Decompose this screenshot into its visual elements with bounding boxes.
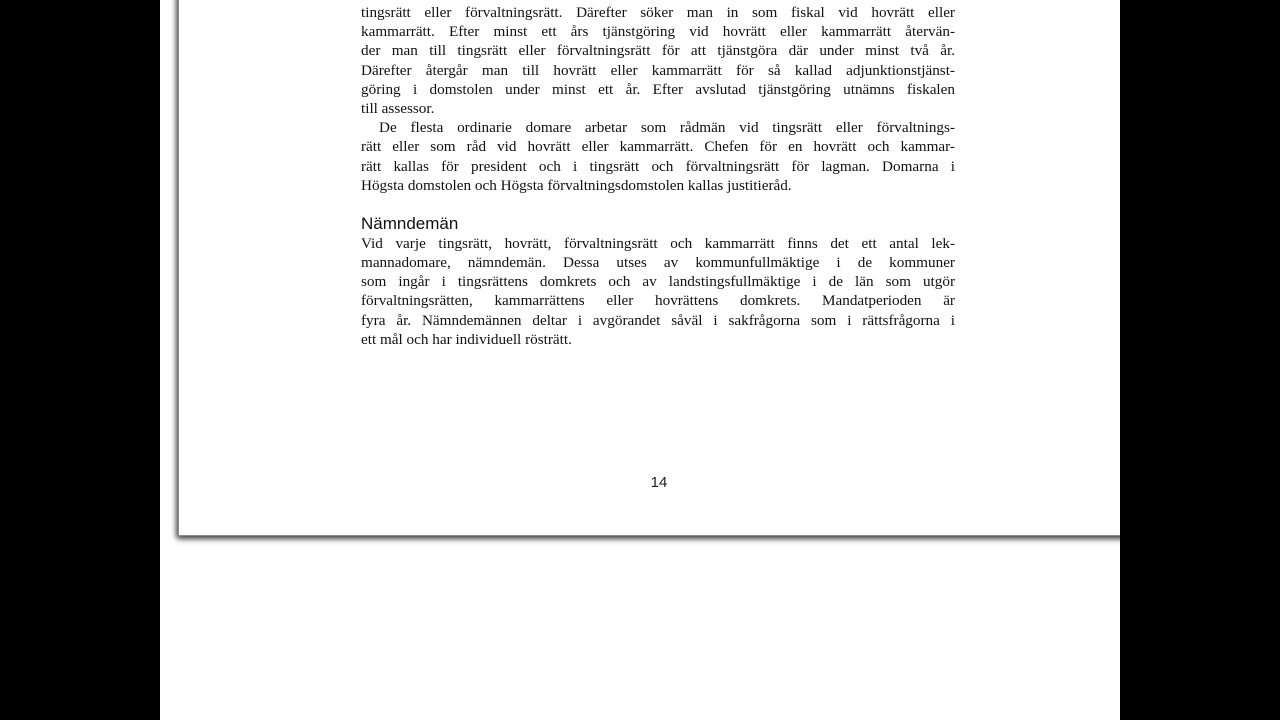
text-line: Högsta domstolen och Högsta förvaltningsdomstolen kallas justitieråd. [361,176,792,194]
text-line: göring i domstolen under minst ett år. Efter avslutad tjänstgöring utnämns fiskalen [361,80,955,98]
page-number: 14 [650,474,668,491]
text-line: mannadomare, nämndemän. Dessa utses av kommunfullmäktige i de kommuner [361,254,955,272]
text-line: ett mål och har individuell rösträtt. [361,330,572,348]
paragraph-namndeman [361,234,955,349]
paragraph-domare [361,118,955,195]
text-line: till assessor. [361,99,435,117]
text-line: rätt eller som råd vid hovrätt eller kammarrätt. Chefen för en hovrätt och kammar- [361,138,955,156]
text-line: rätt kallas för president och i tingsrätt och förvaltningsrätt för lagman. Domarna i [361,157,955,175]
text-line: kammarrätt. Efter minst ett års tjänstgöring vid hovrätt eller kammarrätt återvän- [361,23,955,41]
text-line: De flesta ordinarie domare arbetar som rådmän vid tingsrätt eller förvaltnings- [379,119,955,137]
text-line: Vid varje tingsrätt, hovrätt, förvaltningsrätt och kammarrätt finns det ett antal lek- [361,234,955,252]
document-page [178,0,1120,536]
text-line: der man till tingsrätt eller förvaltningsrätt för att tjänstgöra där under minst två år. [361,42,955,60]
section-heading: Nämndemän [361,213,459,233]
text-line: fyra år. Nämndemännen deltar i avgörandet såväl i sakfrågorna som i rättsfrågorna i [361,311,955,329]
text-line: tingsrätt eller förvaltningsrätt. Därefter söker man in som fiskal vid hovrätt eller [361,4,955,21]
text-line: Därefter återgår man till hovrätt eller kammarrätt för så kallad adjunktionstjänst- [361,61,955,79]
text-line: förvaltningsrätten, kammarrättens eller hovrättens domkrets. Mandatperioden är [361,292,955,310]
document-viewer[interactable] [160,0,1120,720]
text-line: som ingår i tingsrättens domkrets och av landstingsfullmäktige i de län som utgör [361,273,955,291]
body-text [361,3,955,349]
paragraph-continued [361,3,955,118]
